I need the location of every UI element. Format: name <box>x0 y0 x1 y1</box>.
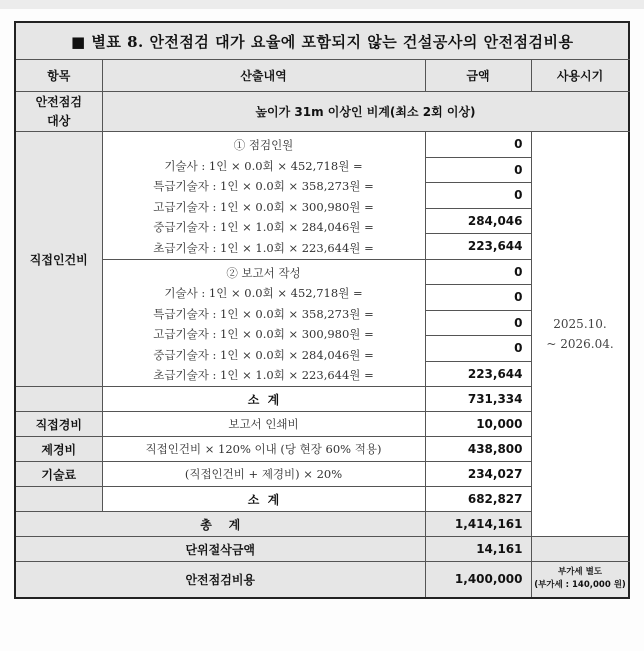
safety-cost-label: 안전점검비용 <box>15 562 425 598</box>
usage-period <box>531 132 629 537</box>
labor-line: 초급기술자 : 1인 × 1.0회 × 223,644원 = <box>153 368 374 383</box>
amount-cell: 0 <box>425 157 531 183</box>
amount-cell: 223,644 <box>425 361 531 387</box>
labor-line: 초급기술자 : 1인 × 1.0회 × 223,644원 = <box>153 240 374 255</box>
empty-label-cell <box>15 487 102 512</box>
labor-line: 고급기술자 : 1인 × 0.0회 × 300,980원 = <box>153 327 374 342</box>
labor-block-1-heading: ① 점검인원 <box>233 138 294 153</box>
direct-expense-label: 직접경비 <box>15 412 102 437</box>
labor-subtotal-amount: 731,334 <box>425 387 531 412</box>
target-value: 높이가 31m 이상인 비계(최소 2회 이상) <box>102 92 629 132</box>
subtotal2-amount: 682,827 <box>425 487 531 512</box>
top-bar <box>0 0 644 9</box>
period-start: 2025.10. <box>553 317 607 331</box>
labor-line: 기술사 : 1인 × 0.0회 × 452,718원 = <box>164 158 363 173</box>
amount-cell: 0 <box>425 183 531 209</box>
grand-total-label: 총 계 <box>15 512 425 537</box>
amount-cell: 284,046 <box>425 208 531 234</box>
target-label <box>15 92 102 132</box>
empty-period-cell <box>531 537 629 562</box>
amount-cell: 223,644 <box>425 234 531 260</box>
tech-fee-label: 기술료 <box>15 462 102 487</box>
grand-total-amount: 1,414,161 <box>425 512 531 537</box>
amount-cell: 0 <box>425 285 531 311</box>
labor-block-2-heading: ② 보고서 작성 <box>226 265 301 280</box>
target-label-line1: 안전점검 <box>35 94 82 109</box>
subtotal2-label: 소 계 <box>102 487 425 512</box>
direct-expense-amount: 10,000 <box>425 412 531 437</box>
vat-note-line1: 부가세 별도 <box>557 567 602 578</box>
overhead-desc: 직접인건비 × 120% 이내 (당 현장 60% 적용) <box>102 437 425 462</box>
labor-line: 중급기술자 : 1인 × 1.0회 × 284,046원 = <box>153 220 374 235</box>
truncation-amount: 14,161 <box>425 537 531 562</box>
period-end: ~ 2026.04. <box>546 337 614 351</box>
target-label-line2: 대상 <box>47 113 71 128</box>
truncation-label: 단위절삭금액 <box>15 537 425 562</box>
tech-fee-amount: 234,027 <box>425 462 531 487</box>
amount-cell: 0 <box>425 310 531 336</box>
header-calculation: 산출내역 <box>102 60 425 92</box>
labor-block-2 <box>102 259 425 387</box>
safety-cost-amount: 1,400,000 <box>425 562 531 598</box>
labor-line: 특급기술자 : 1인 × 0.0회 × 358,273원 = <box>153 179 374 194</box>
labor-line: 중급기술자 : 1인 × 0.0회 × 284,046원 = <box>153 347 374 362</box>
overhead-label: 제경비 <box>15 437 102 462</box>
safety-inspection-cost-table <box>14 21 630 599</box>
labor-block-1 <box>102 132 425 260</box>
table-title: ■ 별표 8. 안전점검 대가 요율에 포함되지 않는 건설공사의 안전점검비용 <box>15 22 629 60</box>
labor-line: 특급기술자 : 1인 × 0.0회 × 358,273원 = <box>153 306 374 321</box>
amount-cell: 0 <box>425 259 531 285</box>
tech-fee-desc: (직접인건비 + 제경비) × 20% <box>102 462 425 487</box>
empty-label-cell <box>15 387 102 412</box>
labor-line: 고급기술자 : 1인 × 0.0회 × 300,980원 = <box>153 199 374 214</box>
amount-cell: 0 <box>425 132 531 158</box>
labor-subtotal-label: 소 계 <box>102 387 425 412</box>
direct-expense-desc: 보고서 인쇄비 <box>102 412 425 437</box>
overhead-amount: 438,800 <box>425 437 531 462</box>
vat-note <box>531 562 629 598</box>
direct-labor-label: 직접인건비 <box>15 132 102 387</box>
header-amount: 금액 <box>425 60 531 92</box>
vat-note-line2: (부가세 : 140,000 원) <box>534 580 626 591</box>
amount-cell: 0 <box>425 336 531 362</box>
header-period: 사용시기 <box>531 60 629 92</box>
labor-line: 기술사 : 1인 × 0.0회 × 452,718원 = <box>164 286 363 301</box>
header-item: 항목 <box>15 60 102 92</box>
